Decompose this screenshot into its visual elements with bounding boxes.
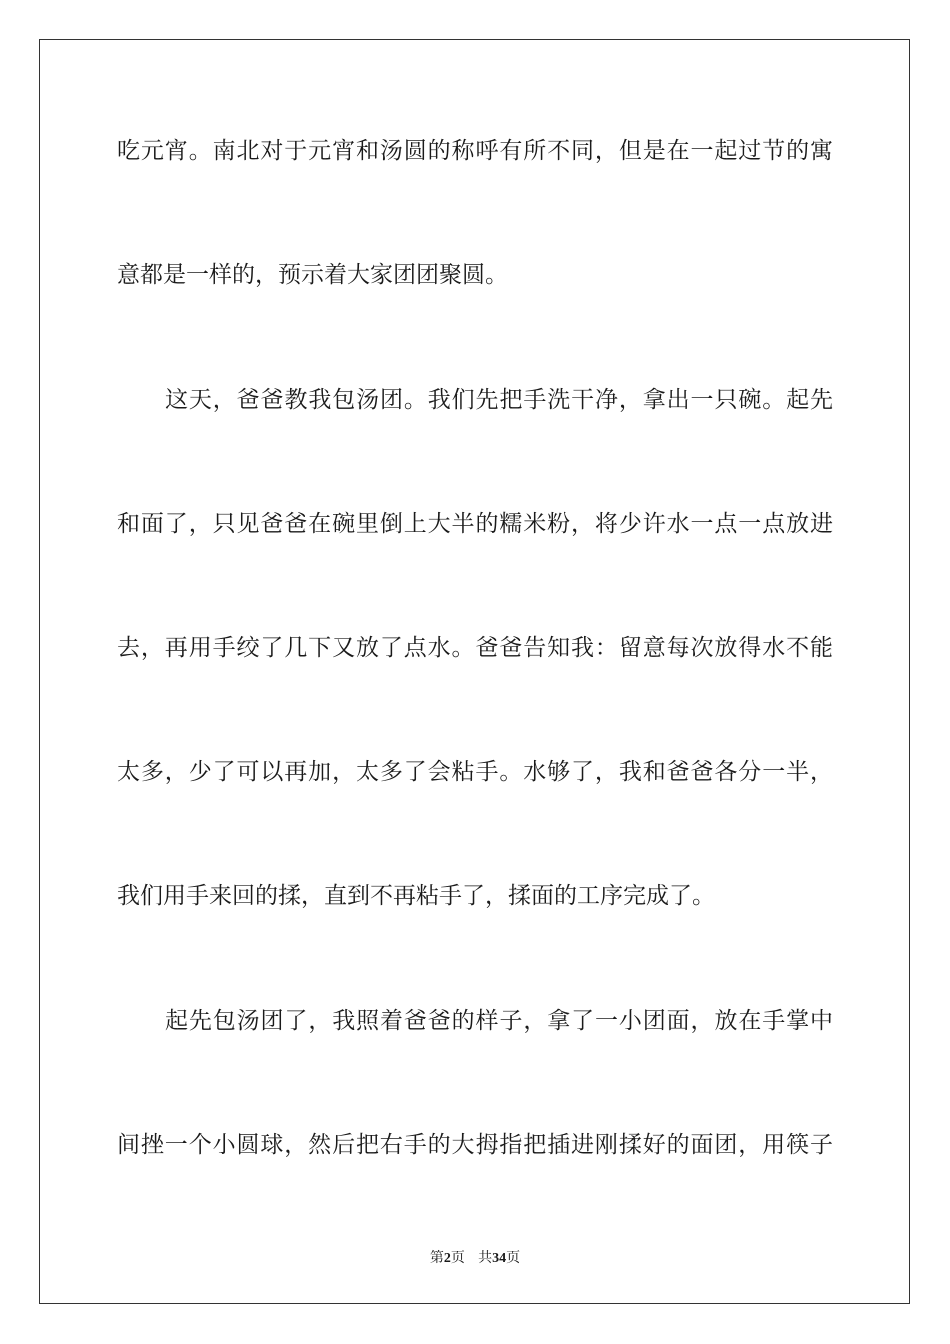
body-line-4: 和面了，只见爸爸在碗里倒上大半的糯米粉，将少许水一点一点放进 [117, 511, 833, 537]
page-footer [0, 1247, 950, 1267]
page-border [39, 39, 910, 1304]
body-line-8: 起先包汤团了，我照着爸爸的样子，拿了一小团面，放在手掌中 [165, 1008, 833, 1034]
footer-total-prefix: 共 [478, 1250, 493, 1266]
body-line-3: 这天，爸爸教我包汤团。我们先把手洗干净，拿出一只碗。起先 [165, 387, 833, 413]
body-line-6: 太多，少了可以再加，太多了会粘手。水够了，我和爸爸各分一半， [117, 759, 833, 785]
body-line-9: 间挫一个小圆球，然后把右手的大拇指把插进刚揉好的面团，用筷子 [117, 1132, 833, 1158]
footer-page-number: 2 [443, 1251, 451, 1266]
body-line-7: 我们用手来回的揉，直到不再粘手了，揉面的工序完成了。 [117, 883, 715, 909]
footer-total-suffix: 页 [506, 1250, 521, 1266]
body-line-1: 吃元宵。南北对于元宵和汤圆的称呼有所不同，但是在一起过节的寓 [117, 138, 833, 164]
footer-total-pages: 34 [492, 1251, 507, 1266]
body-line-5: 去，再用手绞了几下又放了点水。爸爸告知我：留意每次放得水不能 [117, 635, 833, 661]
footer-page-suffix: 页 [450, 1250, 465, 1266]
footer-page-prefix: 第 [429, 1250, 444, 1266]
body-line-2: 意都是一样的，预示着大家团团聚圆。 [117, 262, 508, 288]
